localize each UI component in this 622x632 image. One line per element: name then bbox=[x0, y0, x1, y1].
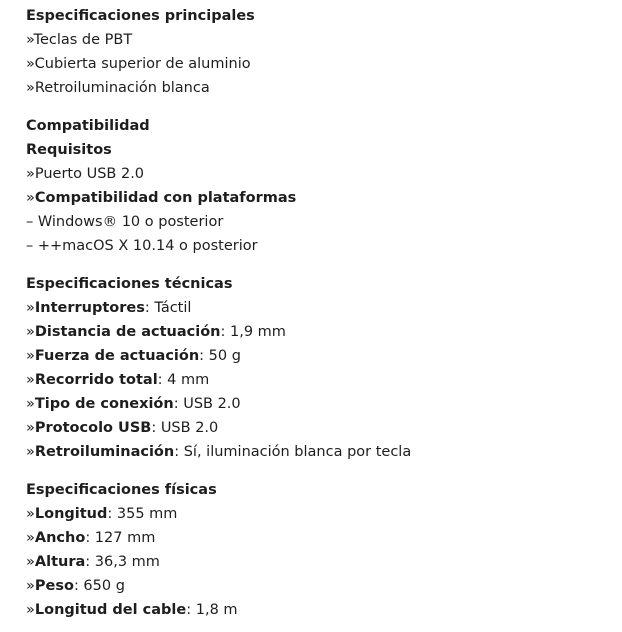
platform-text: Windows® 10 o posterior bbox=[37, 214, 224, 230]
tech-spec-value: : 1,9 mm bbox=[220, 324, 286, 340]
requirement-item bbox=[26, 162, 622, 186]
main-spec-item bbox=[26, 76, 622, 100]
physical-spec-value: : 355 mm bbox=[107, 506, 178, 522]
physical-spec-label: Altura bbox=[34, 554, 86, 570]
platforms-item bbox=[26, 186, 622, 210]
physical-spec-value: : 650 g bbox=[73, 578, 125, 594]
tech-spec-label: Protocolo USB bbox=[34, 420, 152, 436]
tech-spec-item bbox=[26, 392, 622, 416]
bullet-marker: » bbox=[26, 324, 35, 340]
tech-spec-item bbox=[26, 344, 622, 368]
tech-spec-label: Fuerza de actuación bbox=[34, 348, 200, 364]
physical-spec-label: Peso bbox=[34, 578, 74, 594]
bullet-marker: » bbox=[26, 372, 35, 388]
main-specs-title: Especificaciones principales bbox=[26, 8, 255, 24]
bullet-marker: » bbox=[26, 444, 35, 460]
main-spec-text: Teclas de PBT bbox=[33, 32, 133, 48]
physical-spec-item bbox=[26, 574, 622, 598]
tech-spec-item bbox=[26, 296, 622, 320]
bullet-marker: » bbox=[26, 554, 35, 570]
tech-spec-label: Recorrido total bbox=[34, 372, 158, 388]
bullet-marker: » bbox=[26, 80, 35, 96]
physical-specs-title: Especificaciones físicas bbox=[26, 482, 217, 498]
tech-spec-label: Distancia de actuación bbox=[34, 324, 221, 340]
main-spec-item bbox=[26, 28, 622, 52]
compat-title: Compatibilidad bbox=[26, 118, 150, 134]
physical-spec-value: : 1,8 m bbox=[186, 602, 238, 618]
physical-spec-item bbox=[26, 550, 622, 574]
platform-item bbox=[26, 234, 622, 258]
dash-marker: – bbox=[26, 214, 34, 230]
main-specs-section bbox=[26, 4, 622, 100]
tech-specs-title: Especificaciones técnicas bbox=[26, 276, 233, 292]
requirements-subtitle: Requisitos bbox=[26, 142, 112, 158]
tech-spec-label: Interruptores bbox=[34, 300, 145, 316]
platforms-label: Compatibilidad con plataformas bbox=[34, 190, 297, 206]
physical-spec-item bbox=[26, 526, 622, 550]
platform-text: ++macOS X 10.14 o posterior bbox=[37, 238, 258, 254]
tech-spec-item bbox=[26, 416, 622, 440]
bullet-marker: » bbox=[26, 506, 35, 522]
physical-spec-value: : 127 mm bbox=[85, 530, 156, 546]
tech-spec-value: : Táctil bbox=[144, 300, 192, 316]
requirement-text: Puerto USB 2.0 bbox=[34, 166, 145, 182]
tech-spec-value: : USB 2.0 bbox=[173, 396, 241, 412]
compat-section bbox=[26, 114, 622, 258]
tech-spec-value: : 50 g bbox=[199, 348, 241, 364]
bullet-marker: » bbox=[26, 166, 35, 182]
bullet-marker: » bbox=[26, 190, 35, 206]
bullet-marker: » bbox=[26, 530, 35, 546]
tech-spec-value: : Sí, iluminación blanca por tecla bbox=[174, 444, 412, 460]
bullet-marker: » bbox=[26, 56, 35, 72]
physical-spec-label: Longitud bbox=[34, 506, 108, 522]
tech-specs-section bbox=[26, 272, 622, 464]
physical-spec-item bbox=[26, 502, 622, 526]
physical-spec-item bbox=[26, 598, 622, 622]
main-spec-text: Retroiluminación blanca bbox=[34, 80, 210, 96]
physical-spec-label: Ancho bbox=[34, 530, 86, 546]
physical-spec-value: : 36,3 mm bbox=[85, 554, 160, 570]
tech-spec-item bbox=[26, 368, 622, 392]
bullet-marker: » bbox=[26, 348, 35, 364]
physical-specs-section bbox=[26, 478, 622, 622]
tech-spec-label: Tipo de conexión bbox=[34, 396, 174, 412]
tech-spec-label: Retroiluminación bbox=[34, 444, 175, 460]
platform-item bbox=[26, 210, 622, 234]
bullet-marker: » bbox=[26, 396, 35, 412]
physical-spec-label: Longitud del cable bbox=[34, 602, 187, 618]
tech-spec-value: : 4 mm bbox=[157, 372, 210, 388]
bullet-marker: » bbox=[26, 578, 35, 594]
bullet-marker: » bbox=[26, 300, 35, 316]
bullet-marker: » bbox=[26, 420, 35, 436]
tech-spec-item bbox=[26, 320, 622, 344]
bullet-marker: » bbox=[26, 32, 34, 48]
main-spec-item bbox=[26, 52, 622, 76]
tech-spec-item bbox=[26, 440, 622, 464]
tech-spec-value: : USB 2.0 bbox=[151, 420, 219, 436]
main-spec-text: Cubierta superior de aluminio bbox=[34, 56, 251, 72]
dash-marker: – bbox=[26, 238, 34, 254]
bullet-marker: » bbox=[26, 602, 35, 618]
